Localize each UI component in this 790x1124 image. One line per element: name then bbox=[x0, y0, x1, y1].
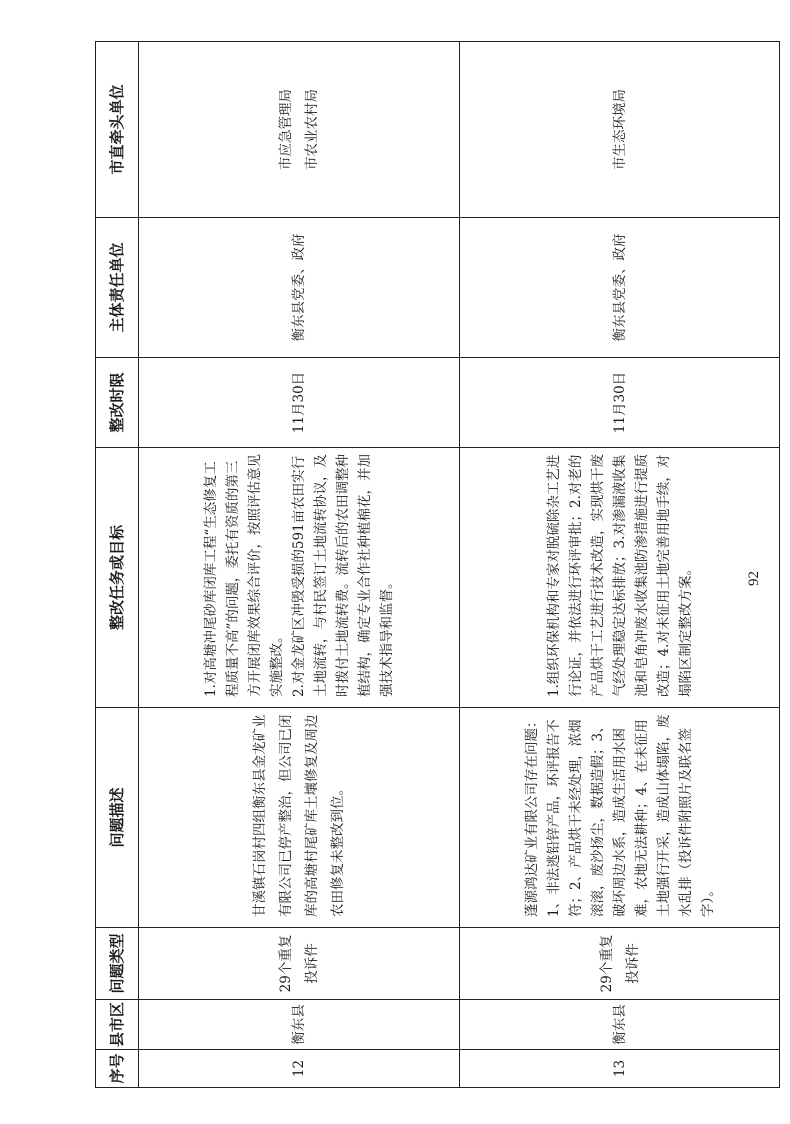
type-cell: 29个重复投诉件 bbox=[139, 928, 460, 1000]
table-row bbox=[139, 42, 460, 1088]
responsible-cell: 衡东县党委、政府 bbox=[460, 218, 780, 358]
county-cell: 衡东县 bbox=[139, 1000, 460, 1050]
lead-cell: 市生态环境局 bbox=[460, 42, 780, 218]
responsible-cell: 衡东县党委、政府 bbox=[139, 218, 460, 358]
header-deadline: 整改时限 bbox=[96, 358, 139, 448]
seq-cell: 12 bbox=[139, 1050, 460, 1088]
header-county: 县市区 bbox=[96, 1000, 139, 1050]
header-type: 问题类型 bbox=[96, 928, 139, 1000]
header-row bbox=[96, 42, 139, 1088]
rectification-table bbox=[95, 41, 780, 1088]
header-lead: 市直牵头单位 bbox=[96, 42, 139, 218]
rotated-table-wrapper bbox=[95, 42, 778, 1088]
type-cell: 29个重复投诉件 bbox=[460, 928, 780, 1000]
seq-cell: 13 bbox=[460, 1050, 780, 1088]
county-cell: 衡东县 bbox=[460, 1000, 780, 1050]
deadline-cell: 11月30日 bbox=[460, 358, 780, 448]
description-cell: 蓬源鸿达矿业有限公司存在问题：1、非法逃铅锌产品，环评报告不符；2、产品烘干未经处理，浓烟滚滚，废沙扬尘，数据造假；3、破坏周边水系，造成生活用水困难，农地无法耕种；4、在未征用土地强行开采，造成山体塌陷，废水乱排（投诉件附照片及联名签字）。 bbox=[460, 708, 780, 928]
lead-cell: 市应急管理局 市农业农村局 bbox=[139, 42, 460, 218]
page-number: 92 bbox=[746, 571, 762, 586]
header-responsible: 主体责任单位 bbox=[96, 218, 139, 358]
description-cell: 甘溪镇石岗村四组衡东县金龙矿业有限公司已停产整治，但公司已闭库的高塘村尾矿库土壤修复及周边农田修复未整改到位。 bbox=[139, 708, 460, 928]
tasks-cell: 1.组织环保机构和专家对脱硫除杂工艺进行论证，并依法进行环评审批；2.对老的产品烘干工艺进行技术改造，实现烘干废气经处理稳定达标排放；3.对渗漏液收集池和皂角冲废水收集池防渗措施进行提质改造；4.对未征用土地完善用地手续，对塌陷区制定整改方案。 bbox=[460, 448, 780, 708]
header-description: 问题描述 bbox=[96, 708, 139, 928]
header-tasks: 整改任务或目标 bbox=[96, 448, 139, 708]
deadline-cell: 11月30日 bbox=[139, 358, 460, 448]
table-row bbox=[460, 42, 780, 1088]
header-seq: 序号 bbox=[96, 1050, 139, 1088]
tasks-cell: 1.对高塘冲尾砂库闭库工程“生态修复工程质量不高”的问题，委托有资质的第三方开展闭库效果综合评价，按照评估意见实施整改。 2.对金龙矿区冲毁受损的591亩农田实行土地流转，与村民签订土地流转协议，及时拨付土地流转费。流转后的农田调整种植结构，确定专业合作社种植棉花，并加强技术指导和监督。 bbox=[139, 448, 460, 708]
